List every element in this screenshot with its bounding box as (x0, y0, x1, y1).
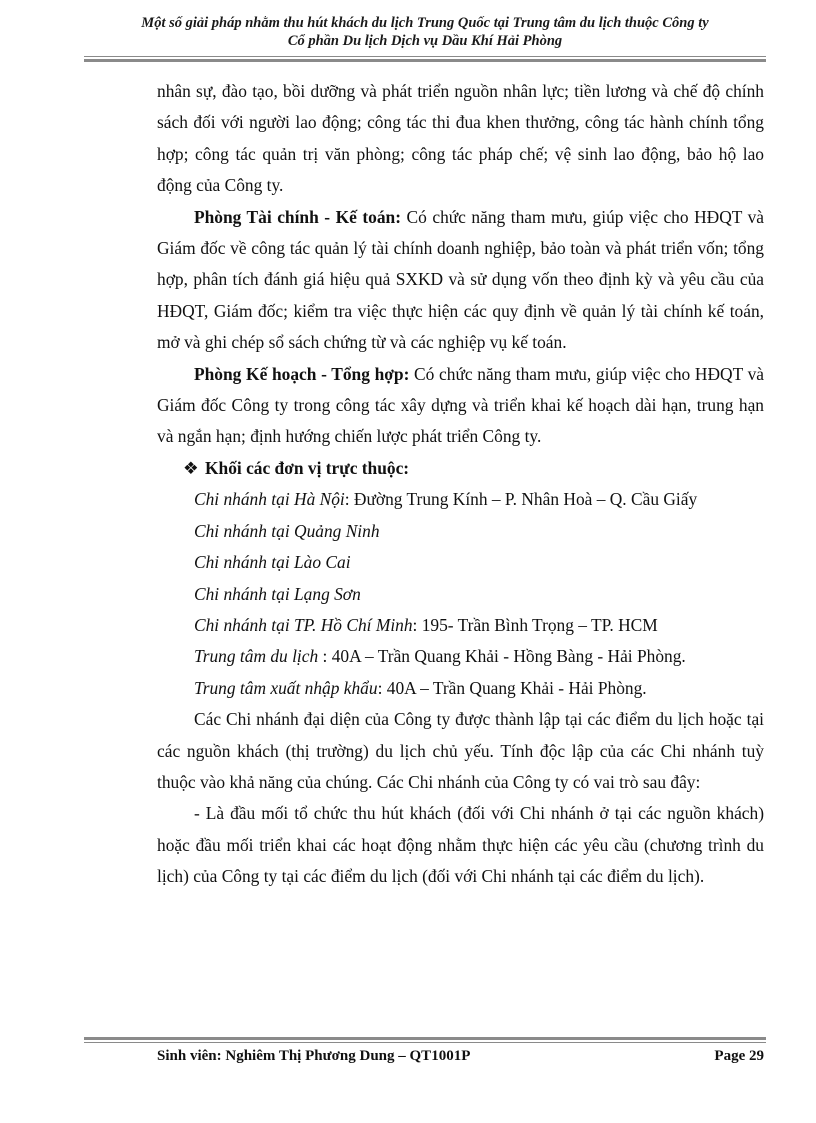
page-body (157, 76, 764, 893)
list-item (157, 610, 764, 641)
units-heading (157, 453, 764, 484)
list-item (157, 484, 764, 515)
unit-name: Chi nhánh tại Lạng Sơn (194, 583, 361, 604)
unit-name: Chi nhánh tại Hà Nội (194, 489, 345, 510)
paragraph-planning (157, 359, 764, 453)
finance-dept-text: Có chức năng tham mưu, giúp việc cho HĐQT và Giám đốc về công tác quản lý tài chính doanh nghiệp, bảo toàn và phát triển vốn; tổng hợp, phân tích đánh giá hiệu quả SXKD và sử dụng vốn theo định kỳ và yêu cầu của HĐQT, Giám đốc; kiểm tra việc thực hiện các quy định về quản lý tài chính kế toán, mở và ghi chép sổ sách chứng từ và các nghiệp vụ kế toán. (157, 206, 765, 353)
paragraph-hr-duties: nhân sự, đào tạo, bồi dưỡng và phát triển nguồn nhân lực; tiền lương và chế độ chính sách đối với người lao động; công tác thi đua khen thưởng, công tác hành chính tổng hợp; công tác quản trị văn phòng; công tác pháp chế; vệ sinh lao động, bảo hộ lao động của Công ty. (157, 81, 764, 196)
list-item (157, 579, 764, 610)
header-rule-thin (84, 56, 766, 57)
unit-detail: : Đường Trung Kính – P. Nhân Hoà – Q. Cầu Giấy (344, 489, 698, 510)
list-item (157, 641, 764, 672)
list-item (157, 673, 764, 704)
unit-name: Chi nhánh tại Quảng Ninh (194, 520, 380, 541)
unit-detail: : 40A – Trần Quang Khải - Hồng Bàng - Hải Phòng. (318, 646, 686, 667)
unit-name: Chi nhánh tại TP. Hồ Chí Minh (194, 614, 413, 635)
footer-student: Sinh viên: Nghiêm Thị Phương Dung – QT1001P (157, 1048, 471, 1064)
paragraph-branch-role: - Là đầu mối tổ chức thu hút khách (đối với Chi nhánh ở tại các nguồn khách) hoặc đầu mối triển khai các hoạt động nhằm thực hiện các yêu cầu (chương trình du lịch) của Công ty tại các điểm du lịch (đối với Chi nhánh tại các điểm du lịch). (157, 803, 764, 887)
units-heading-text: Khối các đơn vị trực thuộc: (205, 457, 410, 478)
diamond-bullet-icon: ❖ (183, 457, 199, 478)
unit-detail: : 40A – Trần Quang Khải - Hải Phòng. (377, 677, 647, 698)
unit-detail: : 195- Trần Bình Trọng – TP. HCM (412, 614, 658, 635)
header-line-2: Cổ phần Du lịch Dịch vụ Dầu Khí Hải Phòng (287, 33, 563, 49)
planning-dept-text: Có chức năng tham mưu, giúp việc cho HĐQT và Giám đốc Công ty trong công tác xây dựng và triển khai kế hoạch dài hạn, trung hạn và ngắn hạn; định hướng chiến lược phát triển Công ty. (157, 363, 765, 447)
page-footer (157, 1048, 764, 1065)
planning-dept-label: Phòng Kế hoạch - Tổng hợp: (194, 363, 410, 384)
paragraph-finance (157, 202, 764, 359)
paragraph-branches: Các Chi nhánh đại diện của Công ty được thành lập tại các điểm du lịch hoặc tại các nguồn khách (thị trường) du lịch chủ yếu. Tính độc lập của các Chi nhánh tuỳ thuộc vào khả năng của chúng. Các Chi nhánh của Công ty có vai trò sau đây: (157, 709, 764, 792)
page-number: Page 29 (714, 1048, 764, 1064)
header-line-1: Một số giải pháp nhằm thu hút khách du lịch Trung Quốc tại Trung tâm du lịch thuộc Công ty (141, 15, 709, 31)
unit-name: Trung tâm du lịch (194, 646, 319, 667)
unit-name: Chi nhánh tại Lào Cai (194, 552, 351, 573)
finance-dept-label: Phòng Tài chính - Kế toán: (194, 206, 402, 227)
header-rule-thick (84, 59, 766, 62)
unit-name: Trung tâm xuất nhập khẩu (194, 677, 378, 698)
list-item (157, 547, 764, 578)
running-header (84, 14, 766, 50)
footer-rule-thin (84, 1042, 766, 1043)
footer-rule-thick (84, 1037, 766, 1040)
list-item (157, 516, 764, 547)
